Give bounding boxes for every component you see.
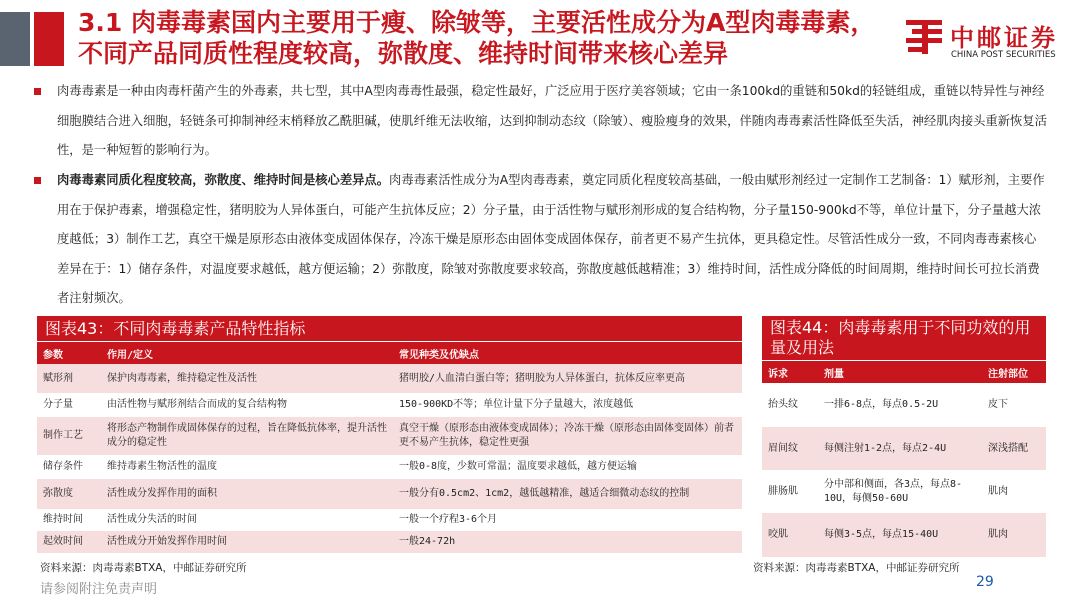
page-title: 3.1 肉毒毒素国内主要用于瘦、除皱等，主要活性成分为A型肉毒毒素，不同产品同质性程度较高，弥散度、维持时间带来核心差异: [78, 8, 876, 68]
table-row: [37, 455, 742, 479]
table-row: [762, 383, 1046, 427]
table-cell: 维持毒素生物活性的温度: [101, 455, 393, 479]
table2-title: 图表44：肉毒毒素用于不同功效的用量及用法: [762, 316, 1046, 360]
table-cell: 皮下: [982, 383, 1046, 427]
table-cell: 肌肉: [982, 513, 1046, 557]
header-accent-bar-red: [34, 12, 64, 66]
table-cell: 猪明胶/人血清白蛋白等；猪明胶为人异体蛋白，抗体反应率更高: [393, 364, 742, 393]
table-cell: 一般分有0.5cm2、1cm2，越低越精准，越适合细微动态纹的控制: [393, 479, 742, 509]
table-cell: 深浅搭配: [982, 427, 1046, 470]
table1-header-param: 参数: [37, 342, 101, 364]
product-characteristics-table: [37, 342, 742, 553]
bullet-icon: [34, 177, 41, 184]
table2-source: 资料来源：肉毒毒素BTXA，中邮证券研究所: [753, 562, 960, 574]
table-cell: 储存条件: [37, 455, 101, 479]
table-cell: 每侧3-5点，每点15-40U: [818, 513, 982, 557]
table-cell: 弥散度: [37, 479, 101, 509]
table-cell: 肌肉: [982, 470, 1046, 513]
table1-header-definition: 作用/定义: [101, 342, 393, 364]
header-accent-bar-gray: [0, 12, 30, 66]
table-row: [37, 509, 742, 531]
table-cell: 活性成分失活的时间: [101, 509, 393, 531]
table-cell: 每侧注射1-2点，每点2-4U: [818, 427, 982, 470]
table-cell: 咬肌: [762, 513, 818, 557]
table-row: [37, 531, 742, 553]
table-row: [37, 417, 742, 455]
table-cell: 赋形剂: [37, 364, 101, 393]
table-row: [762, 513, 1046, 557]
table2-header-site: 注射部位: [982, 361, 1046, 383]
table-cell: 抬头纹: [762, 383, 818, 427]
paragraph-1: 肉毒毒素是一种由肉毒杆菌产生的外毒素，共七型，其中A型肉毒毒性最强，稳定性最好，广泛应用于医疗美容领域；它由一条100kd的重链和50kd的轻链组成，重链以特异性与神经细胞膜结合进入细胞，轻链条可抑制神经末梢释放乙酰胆碱，使肌纤维无法收缩，达到抑制动态纹（除皱）、瘦脸瘦身的效果，伴随肉毒毒素活性降低至失活，神经肌肉接头重新恢复活性，是一种短暂的影响行为。: [57, 84, 1047, 158]
table-row: [37, 479, 742, 509]
table-cell: 活性成分发挥作用的面积: [101, 479, 393, 509]
table-cell: 活性成分开始发挥作用时间: [101, 531, 393, 553]
company-logo: [902, 14, 1072, 64]
table-cell: 一般24-72h: [393, 531, 742, 553]
table-cell: 腓肠肌: [762, 470, 818, 513]
table-cell: 由活性物与赋形剂结合而成的复合结构物: [101, 393, 393, 417]
table-row: [762, 470, 1046, 513]
logo-text-cn: 中邮证券: [950, 24, 1058, 52]
paragraph-2-lead: 肉毒毒素同质化程度较高，弥散度、维持时间是核心差异点。: [57, 173, 390, 187]
table-row: [762, 427, 1046, 470]
paragraph-2-body: 肉毒毒素活性成分为A型肉毒毒素，奠定同质化程度较高基础，一般由赋形剂经过一定制作工艺制备：1）赋形剂，主要作用在于保护毒素，增强稳定性，猪明胶为人异体蛋白，可能产生抗体反应；2）分子量，由于活性物与赋形剂形成的复合结构物，分子量150-900kd不等，单位计量下，分子量越大浓度越低；3）制作工艺，真空干燥是原形态由液体变成固体保存，冷冻干燥是原形态由固体变成固体保存，前者更不易产生抗体，更具稳定性。尽管活性成分一致，不同肉毒毒素核心差异在于：1）储存条件，对温度要求越低，越方便运输；2）弥散度，除皱对弥散度要求较高，弥散度越低越精准；3）维持时间，活性成分降低的时间周期，维持时间长可拉长消费者注射频次。: [57, 173, 1045, 306]
table-cell: 维持时间: [37, 509, 101, 531]
table-cell: 分中部和侧面，各3点，每点8-10U，每侧50-60U: [818, 470, 982, 513]
table-cell: 眉间纹: [762, 427, 818, 470]
paragraph-2: [57, 166, 1047, 314]
table-row: [37, 364, 742, 393]
table-row: [37, 393, 742, 417]
bullet-icon: [34, 88, 41, 95]
table-cell: 制作工艺: [37, 417, 101, 455]
china-post-logo-icon: [902, 14, 946, 58]
table-cell: 保护肉毒毒素，维持稳定性及活性: [101, 364, 393, 393]
logo-text-en: CHINA POST SECURITIES: [951, 50, 1056, 60]
table-cell: 分子量: [37, 393, 101, 417]
table2-header-purpose: 诉求: [762, 361, 818, 383]
table1-title: 图表43：不同肉毒毒素产品特性指标: [37, 316, 742, 341]
table-cell: 一般0-8度，少数可常温；温度要求越低，越方便运输: [393, 455, 742, 479]
table-cell: 一排6-8点，每点0.5-2U: [818, 383, 982, 427]
table1-header-types: 常见种类及优缺点: [393, 342, 742, 364]
table-cell: 起效时间: [37, 531, 101, 553]
table-cell: 真空干燥（原形态由液体变成固体）；冷冻干燥（原形态由固体变固体）前者更不易产生抗体，稳定性更强: [393, 417, 742, 455]
table-cell: 一般一个疗程3-6个月: [393, 509, 742, 531]
table2-header-dose: 剂量: [818, 361, 982, 383]
disclaimer-text: 请参阅附注免责声明: [40, 582, 158, 597]
dosage-usage-table: [762, 361, 1046, 557]
page-number: 29: [976, 574, 994, 590]
table-cell: 150-900KD不等；单位计量下分子量越大，浓度越低: [393, 393, 742, 417]
table1-source: 资料来源：肉毒毒素BTXA，中邮证券研究所: [40, 562, 247, 574]
table-cell: 将形态产物制作成固体保存的过程，旨在降低抗体率，提升活性成分的稳定性: [101, 417, 393, 455]
